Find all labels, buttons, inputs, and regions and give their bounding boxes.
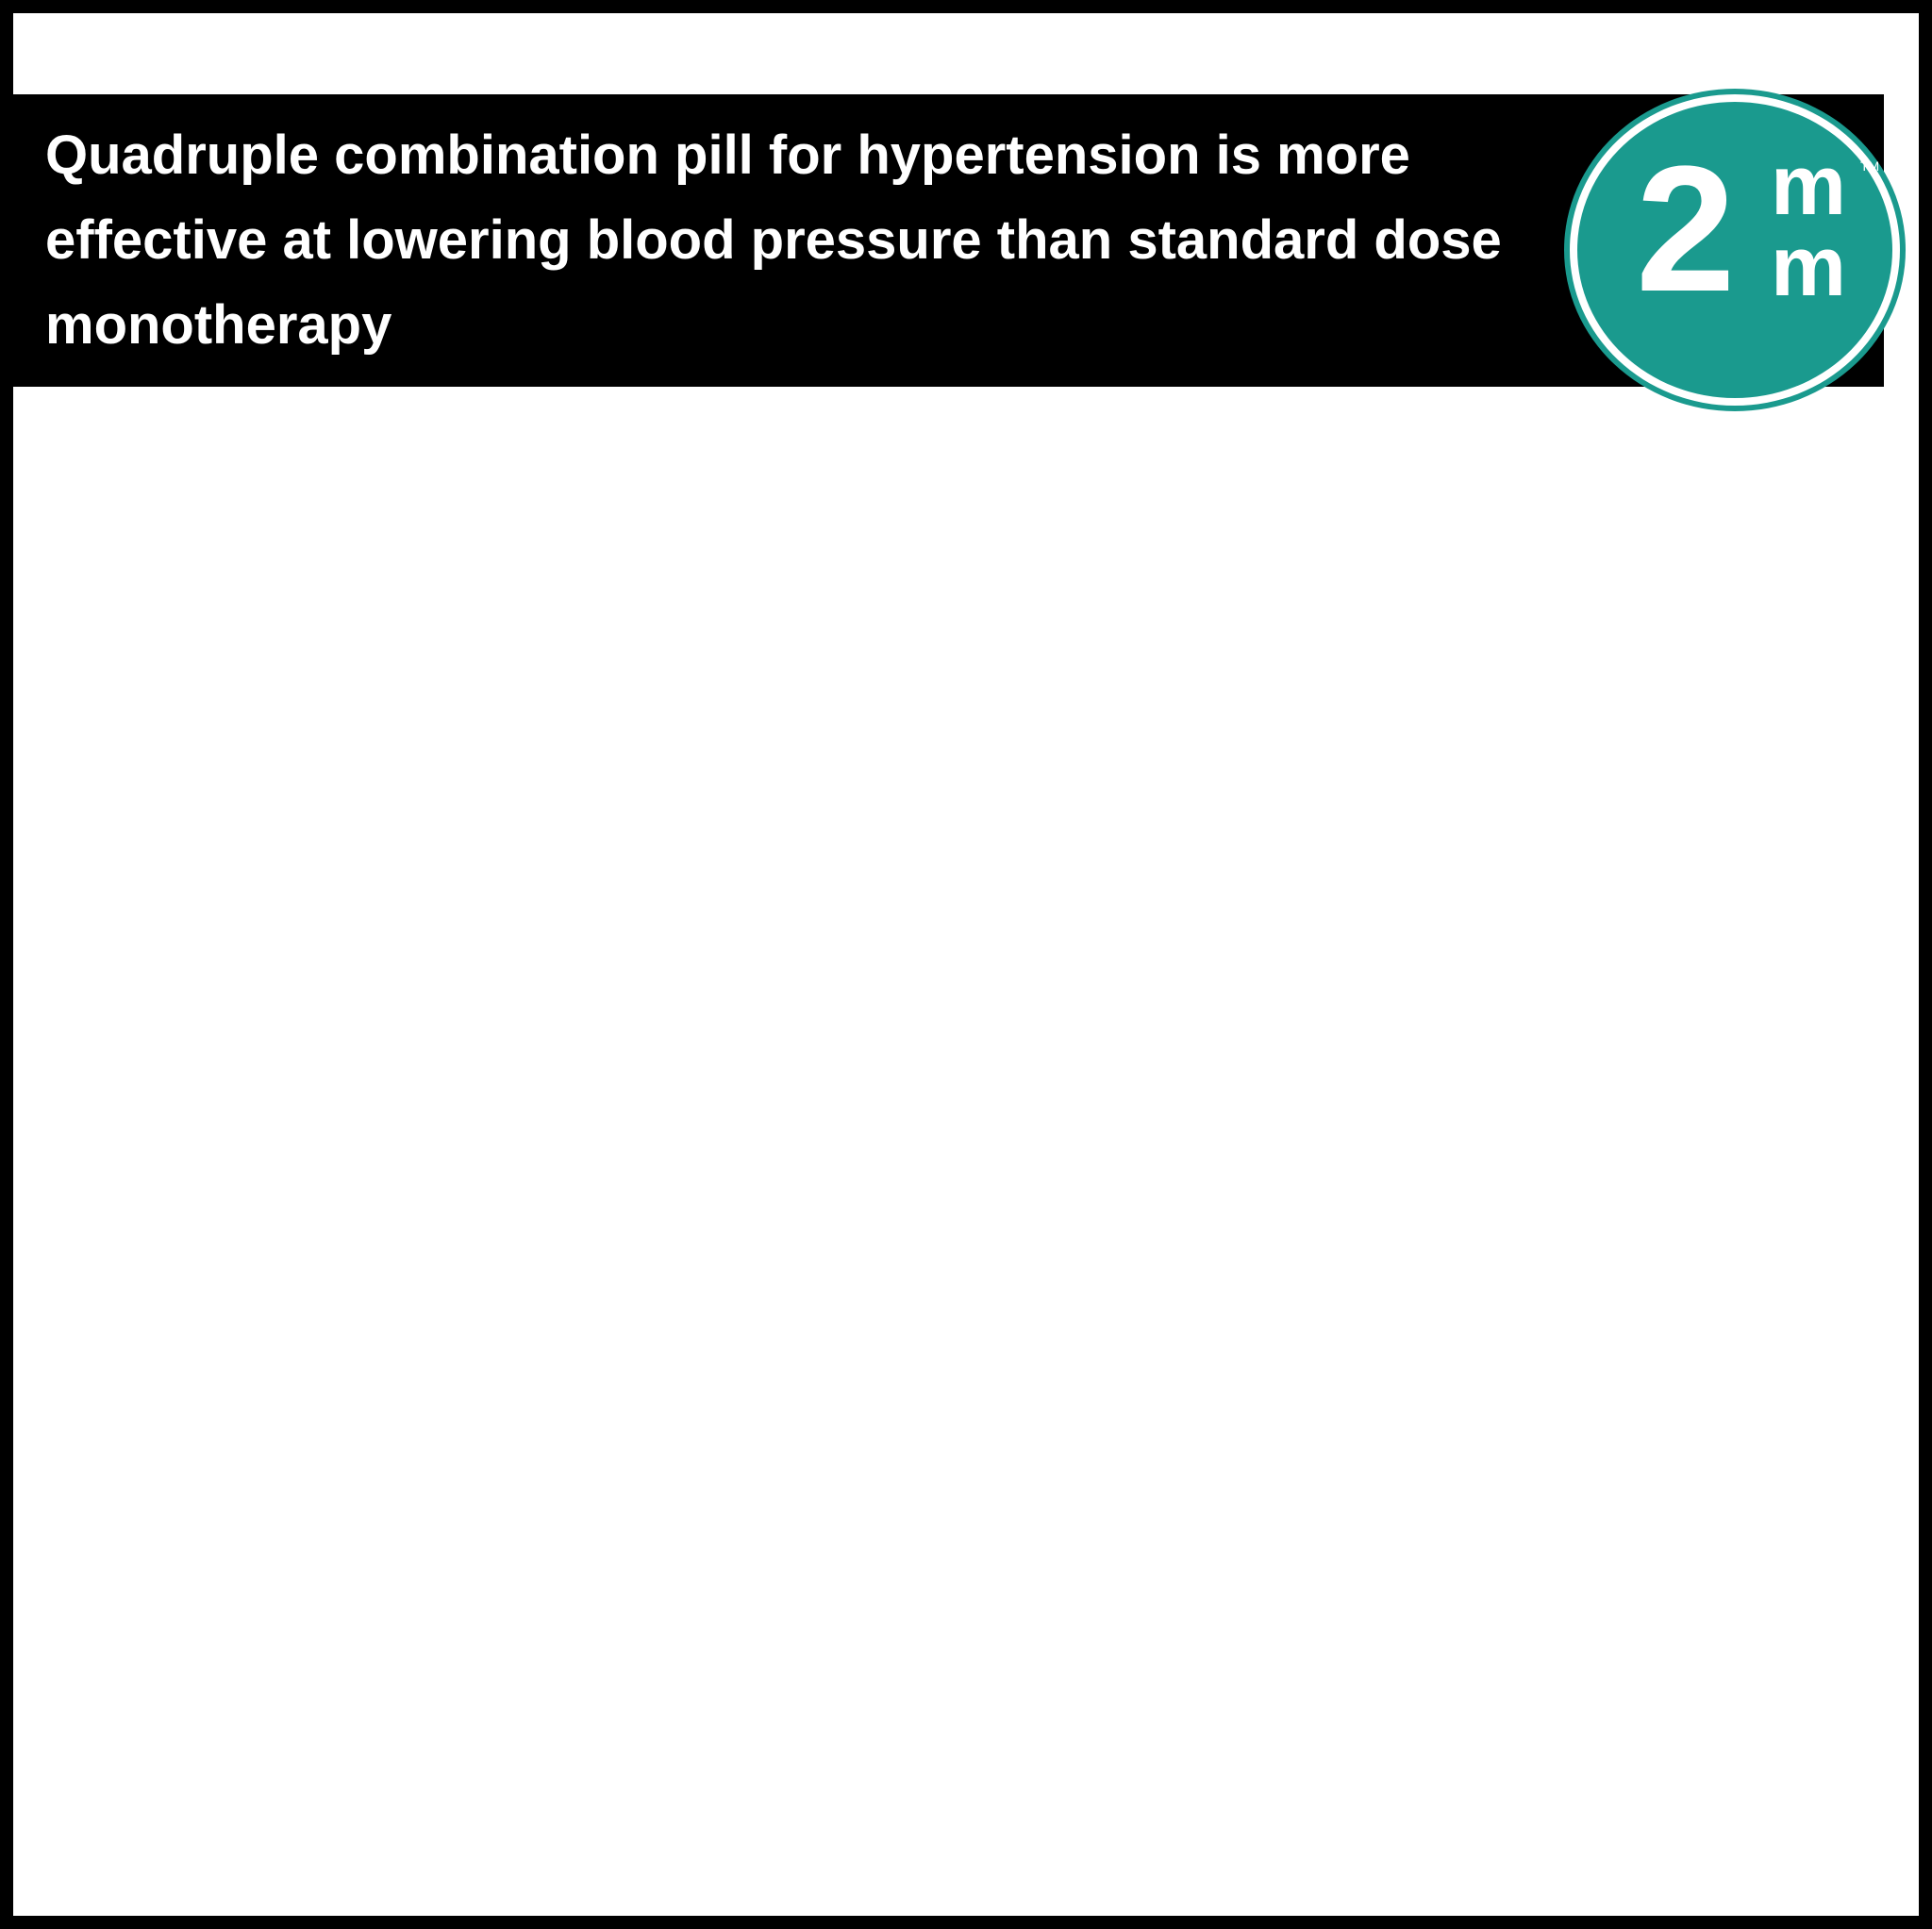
- logo-letter-top: m: [1771, 139, 1847, 233]
- logo-letter-bottom: m: [1771, 220, 1847, 314]
- logo-numeral: 2: [1636, 129, 1736, 329]
- header-banner: [13, 94, 1884, 387]
- infographic-title: Quadruple combination pill for hypertension is more effective at lowering blood pressure than standard dose monotherapy: [45, 125, 1502, 356]
- logo-trademark: TM: [1860, 158, 1880, 174]
- 2minutemedicine-logo: [1570, 94, 1900, 406]
